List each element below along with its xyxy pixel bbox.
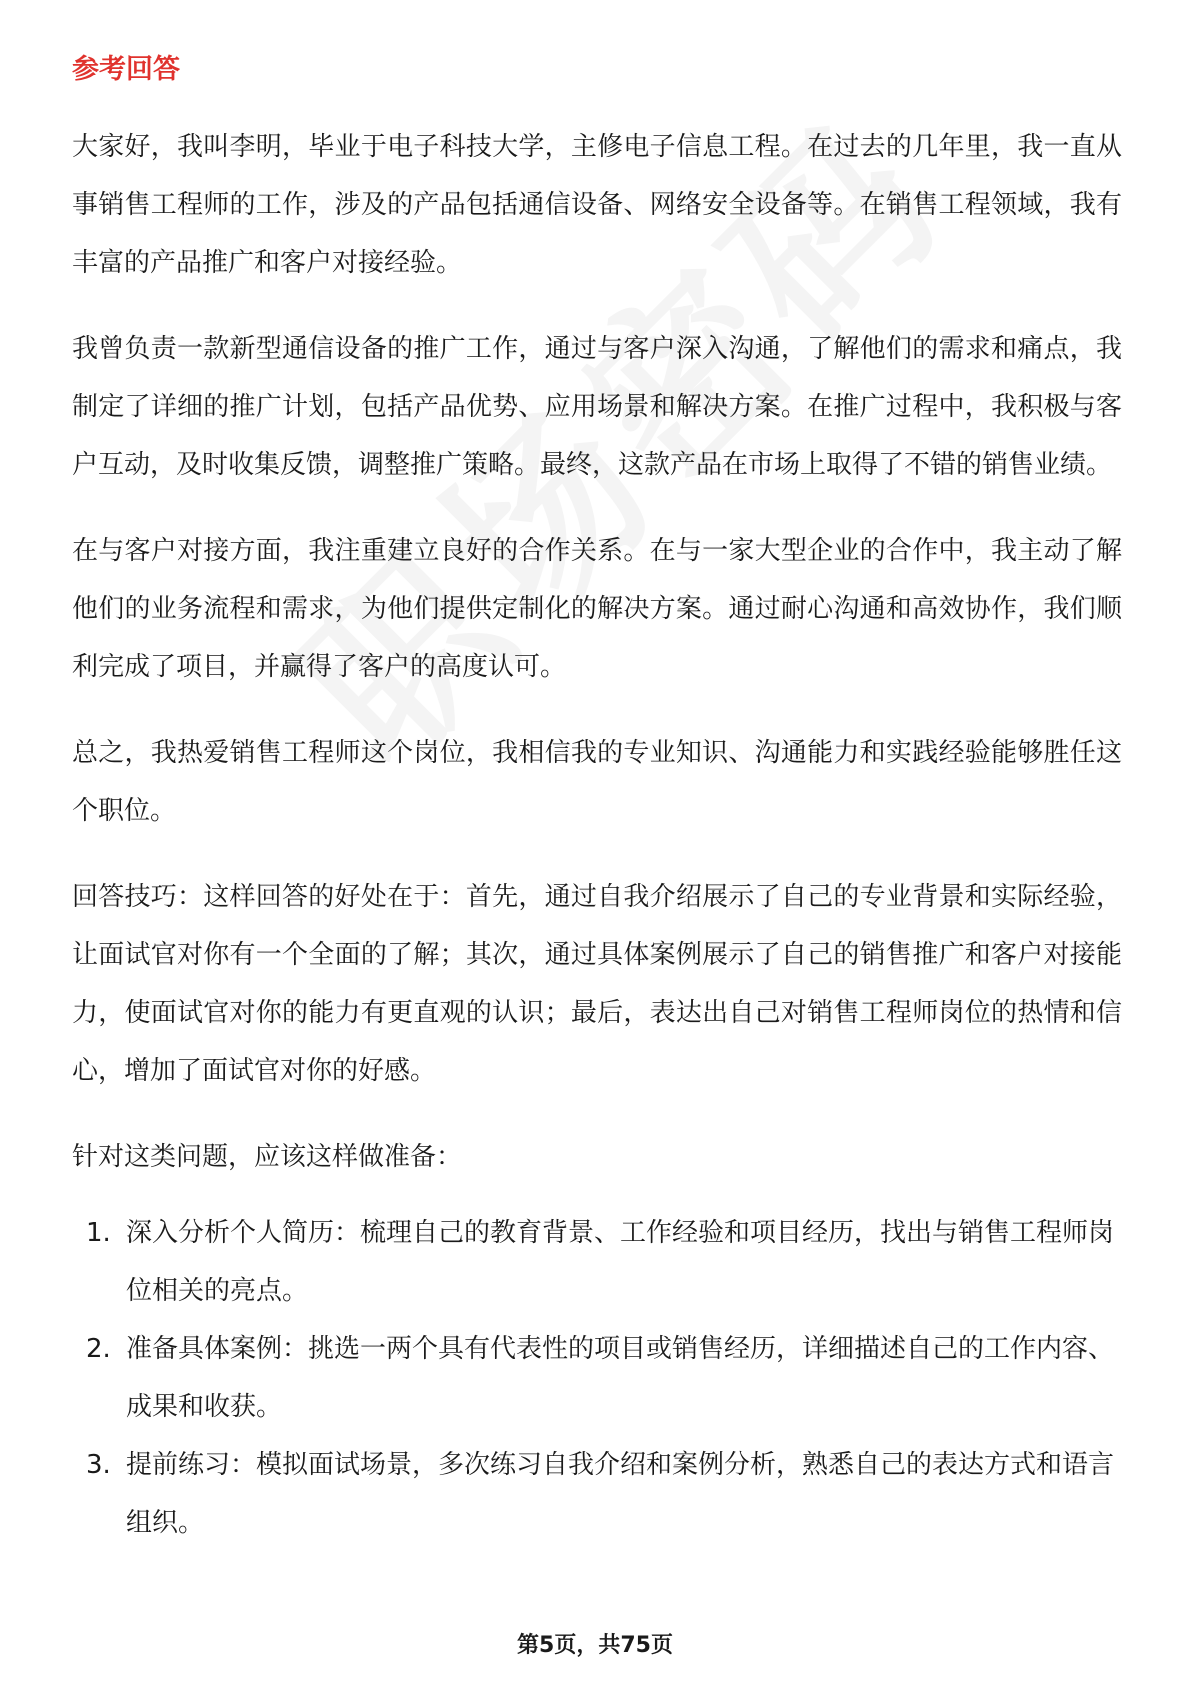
page-number-footer: 第5页，共75页 [517, 1633, 673, 1658]
list-item-text: 深入分析个人简历：梳理自己的教育背景、工作经验和项目经历，找出与销售工程师岗位相关的亮点。 [126, 1218, 1115, 1306]
list-item-text: 提前练习：模拟面试场景，多次练习自我介绍和案例分析，熟悉自己的表达方式和语言组织。 [126, 1450, 1115, 1538]
paragraph-tips: 回答技巧：这样回答的好处在于：首先，通过自我介绍展示了自己的专业背景和实际经验，让面试官对你有一个全面的了解；其次，通过具体案例展示了自己的销售推广和客户对接能力，使面试官对你的能力有更直观的认识；最后，表达出自己对销售工程师岗位的热情和信心，增加了面试官对你的好感。 [72, 882, 1122, 1086]
content-body [72, 118, 1122, 1552]
paragraph-case: 我曾负责一款新型通信设备的推广工作，通过与客户深入沟通，了解他们的需求和痛点，我制定了详细的推广计划，包括产品优势、应用场景和解决方案。在推广过程中，我积极与客户互动，及时收集反馈，调整推广策略。最终，这款产品在市场上取得了不错的销售业绩。 [72, 334, 1122, 480]
section-title: 参考回答 [72, 54, 180, 85]
list-item [72, 1436, 1122, 1552]
list-number: 1. [86, 1218, 111, 1248]
list-item-text: 准备具体案例：挑选一两个具有代表性的项目或销售经历，详细描述自己的工作内容、成果和收获。 [126, 1334, 1115, 1422]
list-number: 3. [86, 1450, 111, 1480]
list-item [72, 1204, 1122, 1320]
paragraph-intro: 大家好，我叫李明，毕业于电子科技大学，主修电子信息工程。在过去的几年里，我一直从事销售工程师的工作，涉及的产品包括通信设备、网络安全设备等。在销售工程领域，我有丰富的产品推广和客户对接经验。 [72, 132, 1122, 278]
paragraph-summary: 总之，我热爱销售工程师这个岗位，我相信我的专业知识、沟通能力和实践经验能够胜任这个职位。 [72, 738, 1122, 826]
prep-list [72, 1204, 1122, 1552]
paragraph-client: 在与客户对接方面，我注重建立良好的合作关系。在与一家大型企业的合作中，我主动了解他们的业务流程和需求，为他们提供定制化的解决方案。通过耐心沟通和高效协作，我们顺利完成了项目，并赢得了客户的高度认可。 [72, 536, 1122, 682]
list-item [72, 1320, 1122, 1436]
paragraph-prep-heading: 针对这类问题，应该这样做准备： [72, 1142, 463, 1172]
list-number: 2. [86, 1334, 111, 1364]
